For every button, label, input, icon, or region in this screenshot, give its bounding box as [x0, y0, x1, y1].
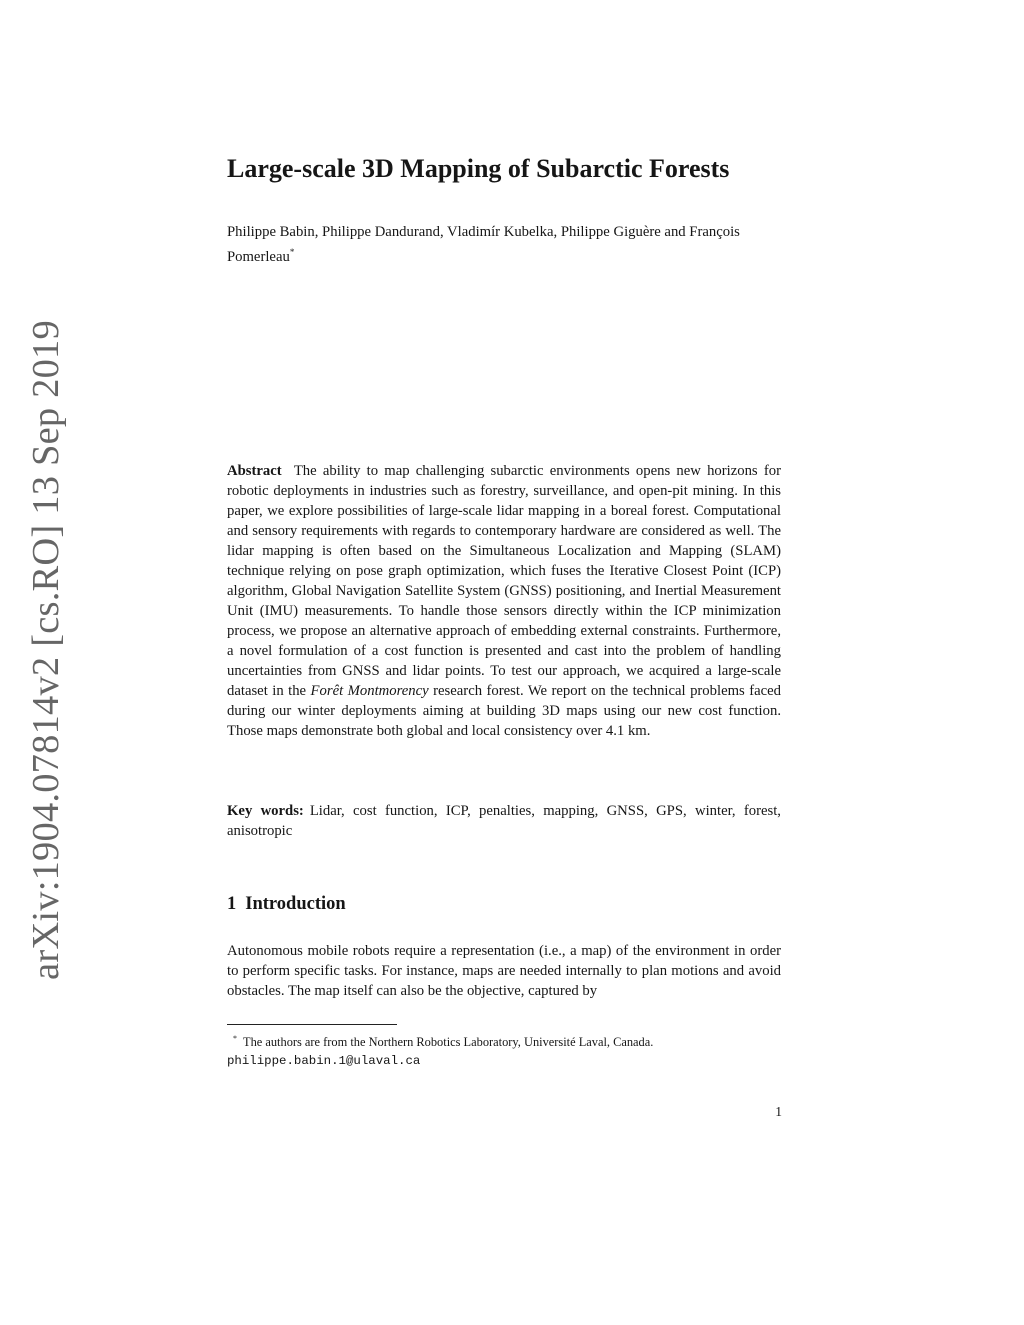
keywords-paragraph — [227, 801, 781, 841]
section-number: 1 — [227, 894, 237, 914]
arxiv-identifier-stamp: arXiv:1904.07814v2 [cs.RO] 13 Sep 2019 — [25, 320, 67, 980]
abstract-paragraph — [227, 461, 781, 741]
page-number: 1 — [775, 1104, 782, 1119]
keywords-label: Key words: — [227, 803, 304, 819]
introduction-paragraph: Autonomous mobile robots require a representation (i.e., a map) of the environment in order to perform specific tasks. For instance, maps are needed internally to plan motions and avoid obstacles. The map itself can also be the objective, captured by — [227, 943, 781, 999]
author-names: Philippe Babin, Philippe Dandurand, Vladimír Kubelka, Philippe Giguère and François Pomerleau — [227, 224, 740, 265]
footnote-mark: * — [233, 1034, 237, 1043]
paper-title: Large-scale 3D Mapping of Subarctic Forests — [227, 154, 730, 183]
footnote-text: The authors are from the Northern Robotics Laboratory, Université Laval, Canada. — [243, 1035, 654, 1049]
abstract-emphasis-forest-name: Forêt Montmorency — [310, 683, 429, 699]
section-title: Introduction — [245, 894, 346, 914]
footnote-divider — [227, 1024, 397, 1025]
section-heading-introduction — [227, 892, 346, 916]
author-footnote-mark: * — [289, 247, 295, 257]
keywords-text: Lidar, cost function, ICP, penalties, mapping, GNSS, GPS, winter, forest, anisotropic — [227, 803, 781, 839]
abstract-text: The ability to map challenging subarctic environments opens new horizons for robotic deployments in industries such as forestry, surveillance, and open-pit mining. In this paper, we explore possibilities of large-scale lidar mapping in a boreal forest. Computational and sensory requirements with regards to contemporary hardware are considered as well. The lidar mapping is often based on the Simultaneous Localization and Mapping (SLAM) technique relying on pose graph optimization, which fuses the Iterative Closest Point (ICP) algorithm, Global Navigation Satellite System (GNSS) positioning, and Inertial Measurement Unit (IMU) measurements. To handle those sensors directly within the ICP minimization process, we propose an alternative approach of embedding external constraints. Furthermore, a novel formulation of a cost function is presented and cast into the problem of handling uncertainties from GNSS and lidar points. To test our approach, we acquired a large-scale dataset in the — [227, 463, 781, 699]
author-email: philippe.babin.1@ulaval.ca — [227, 1054, 421, 1068]
abstract-text-end: research forest. We report on the technical problems faced during our winter deployments aiming at building 3D maps using our new cost function. Those maps demonstrate both global and local consistency over 4.1 km. — [227, 683, 781, 739]
author-list — [227, 222, 787, 267]
abstract-label: Abstract — [227, 463, 282, 479]
author-affiliation-footnote — [227, 1030, 787, 1070]
